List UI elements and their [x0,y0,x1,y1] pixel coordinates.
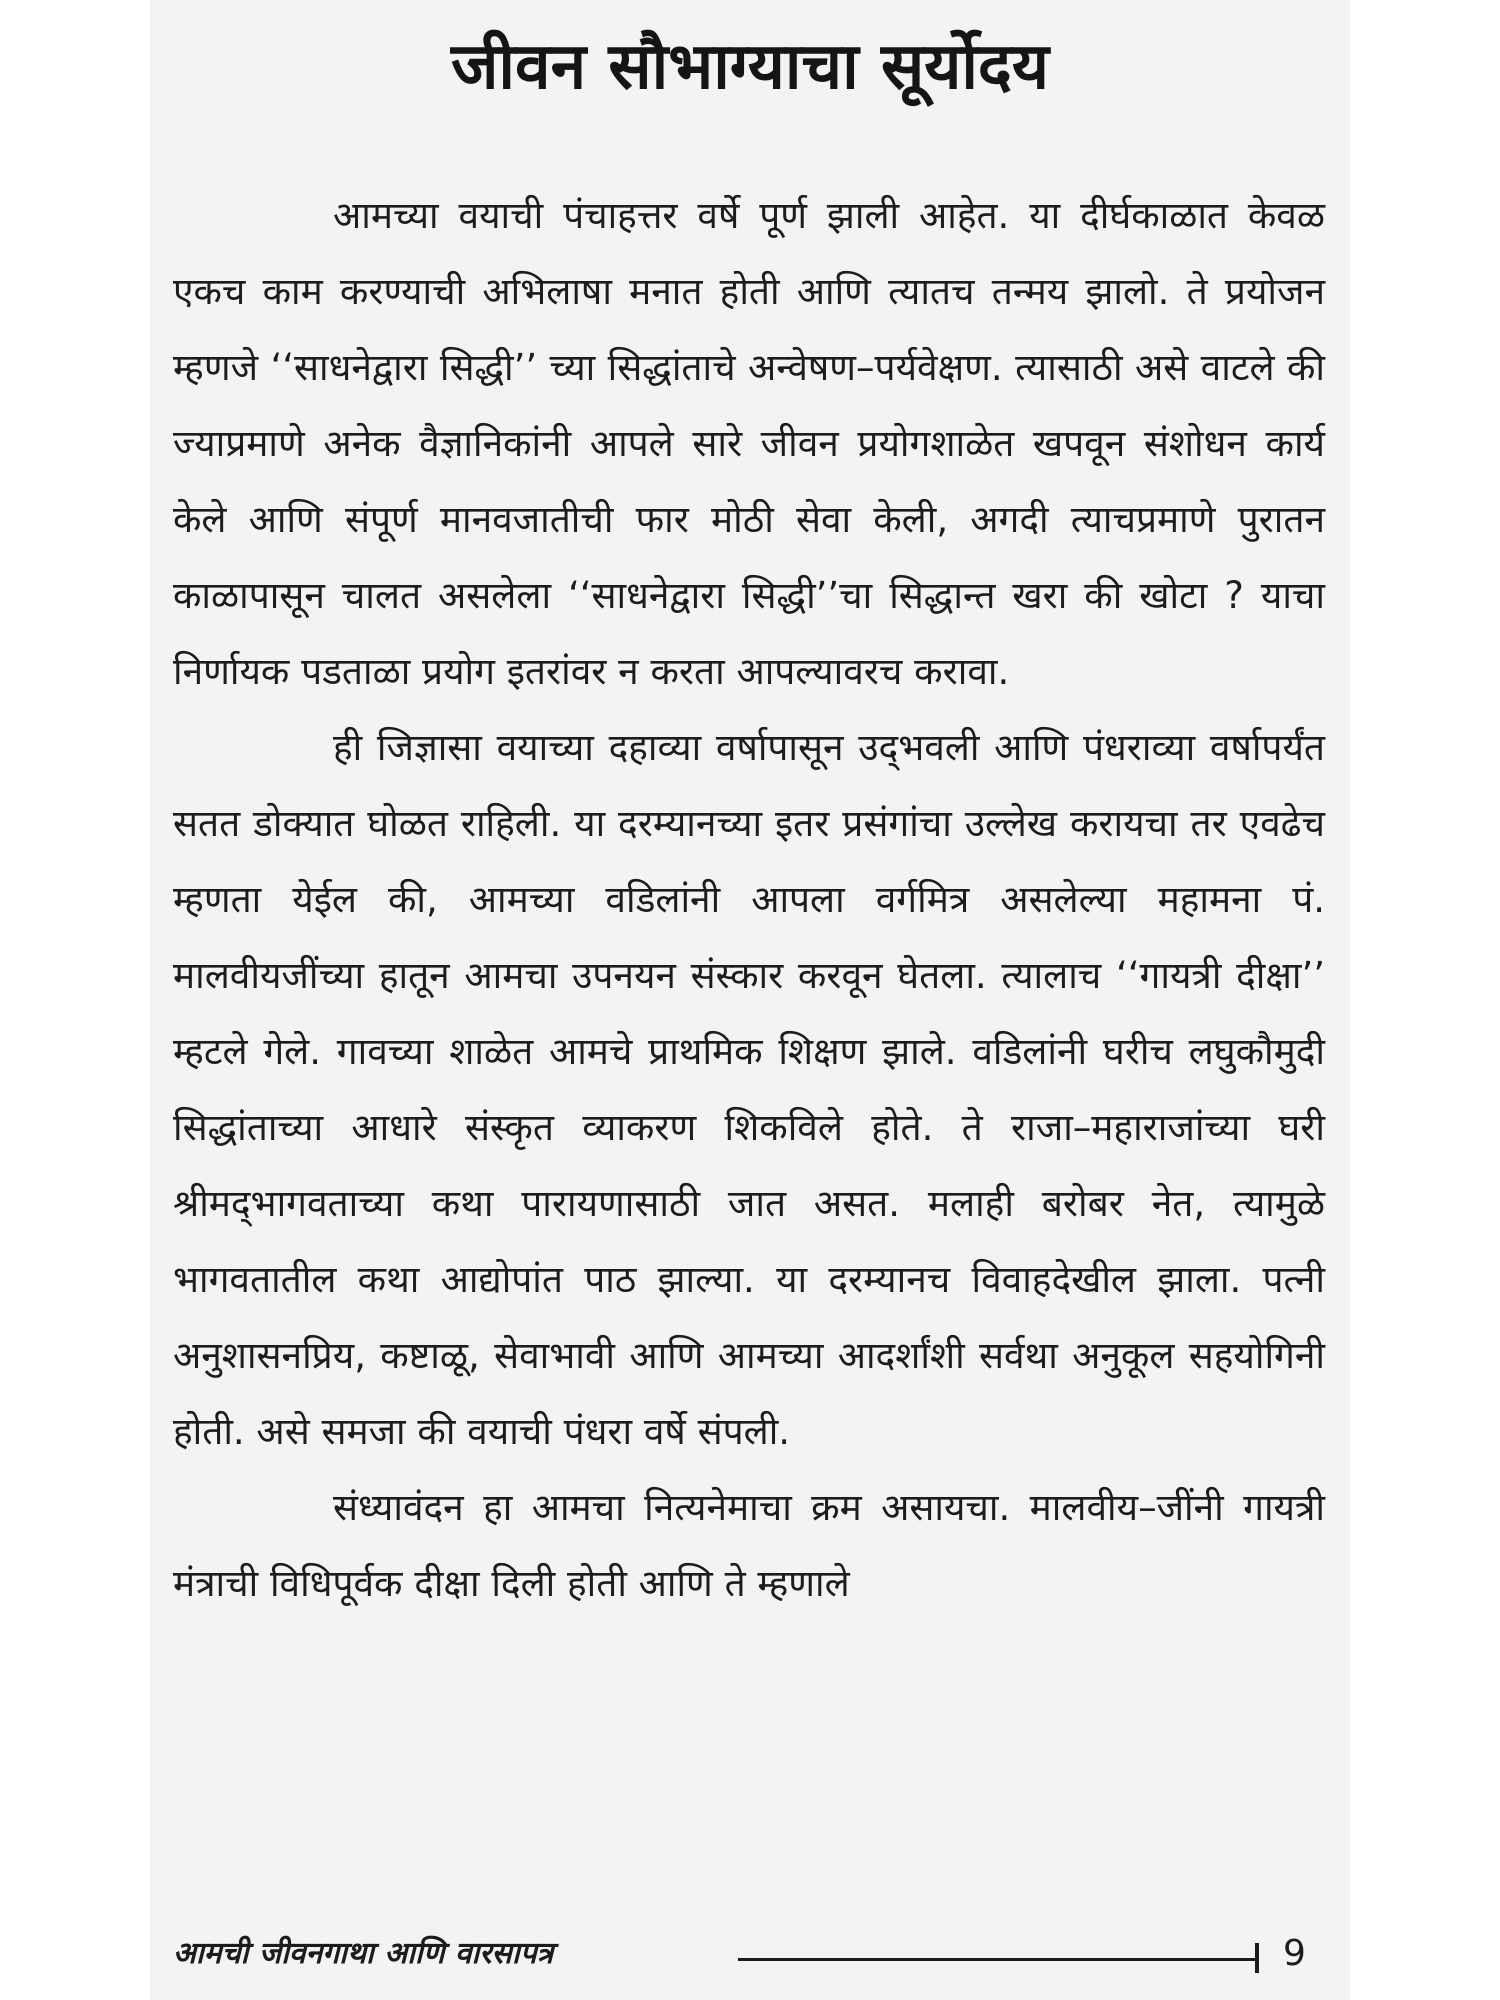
book-page [150,0,1350,2000]
footer-book-title: आमची जीवनगाथा आणि वारसापत्र [173,1936,554,1971]
paragraph-2: ही जिज्ञासा वयाच्या दहाव्या वर्षापासून उद्‌भवली आणि पंधराव्या वर्षापर्यंत सतत डोक्यात घोळत राहिली. या दरम्यानच्या इतर प्रसंगांचा उल्लेख करायचा तर एवढेच म्हणता येईल की, आमच्या वडिलांनी आपला वर्गमित्र असलेल्या महामना पं. मालवीयजींच्या हातून आमचा उपनयन संस्कार करवून घेतला. त्यालाच ‘‘गायत्री दीक्षा’’ म्हटले गेले. गावच्या शाळेत आमचे प्राथमिक शिक्षण झाले. वडिलांनी घरीच लघुकौमुदी सिद्धांताच्या आधारे संस्कृत व्याकरण शिकविले होते. ते राजा–महाराजांच्या घरी श्रीमद्‌भागवताच्या कथा पारायणासाठी जात असत. मलाही बरोबर नेत, त्यामुळे भागवतातील कथा आद्योपांत पाठ झाल्या. या दरम्यानच विवाहदेखील झाला. पत्नी अनुशासनप्रिय, कष्टाळू, सेवाभावी आणि आमच्या आदर्शांशी सर्वथा अनुकूल सहयोगिनी होती. असे समजा की वयाची पंधरा वर्षे संपली. [173,726,1325,1453]
footer-rule-end [1255,1943,1259,1973]
paragraph-3: संध्यावंदन हा आमचा नित्यनेमाचा क्रम असायचा. मालवीय–जींनी गायत्री मंत्राची विधिपूर्वक दीक्षा दिली होती आणि ते म्हणाले [173,1486,1325,1605]
footer-rule [738,1958,1258,1961]
paragraph-1: आमच्या वयाची पंचाहत्तर वर्षे पूर्ण झाली आहेत. या दीर्घकाळात केवळ एकच काम करण्याची अभिलाषा मनात होती आणि त्यातच तन्मय झालो. ते प्रयोजन म्हणजे ‘‘साधनेद्वारा सिद्धी’’ च्या सिद्धांताचे अन्वेषण–पर्यवेक्षण. त्यासाठी असे वाटले की ज्याप्रमाणे अनेक वैज्ञानिकांनी आपले सारे जीवन प्रयोगशाळेत खपवून संशोधन कार्य केले आणि संपूर्ण मानवजातीची फार मोठी सेवा केली, अगदी त्याचप्रमाणे पुरातन काळापासून चालत असलेला ‘‘साधनेद्वारा सिद्धी’’चा सिद्धान्त खरा की खोटा ? याचा निर्णायक पडताळा प्रयोग इतरांवर न करता आपल्यावरच करावा. [173,194,1325,693]
page-number: 9 [1283,1933,1306,1974]
page-footer [173,1925,1325,1985]
chapter-body [173,178,1325,1622]
chapter-title: जीवन सौभाग्याचा सूर्योदय [450,30,1050,104]
